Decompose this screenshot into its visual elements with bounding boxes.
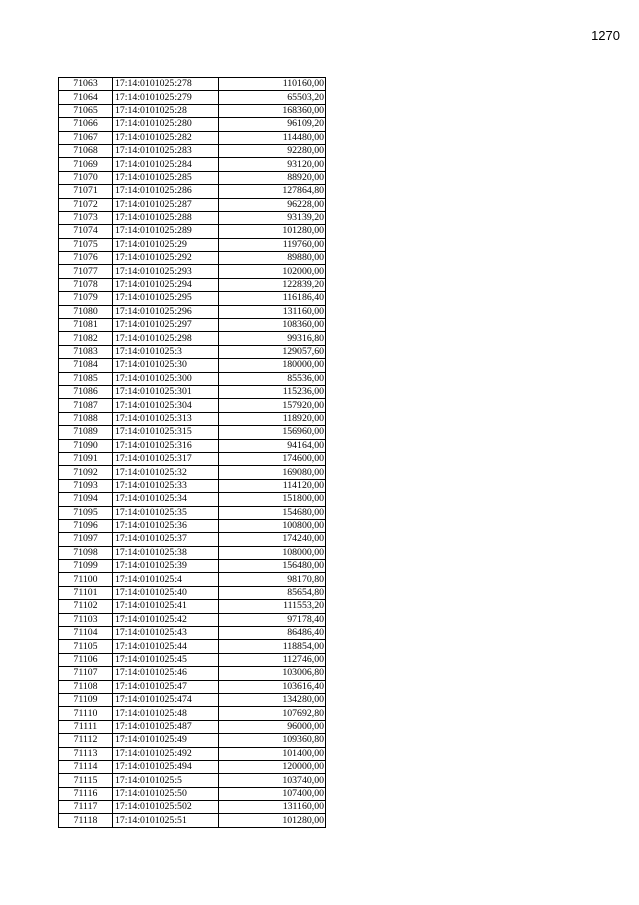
cadastral-number-cell: 17:14:0101025:286 (113, 185, 219, 198)
table-row (59, 439, 326, 452)
row-number-cell: 71087 (59, 399, 113, 412)
value-cell: 174600,00 (219, 452, 326, 465)
row-number-cell: 71118 (59, 814, 113, 827)
row-number-cell: 71113 (59, 747, 113, 760)
row-number-cell: 71072 (59, 198, 113, 211)
table-row (59, 412, 326, 425)
cadastral-number-cell: 17:14:0101025:49 (113, 734, 219, 747)
cadastral-number-cell: 17:14:0101025:282 (113, 131, 219, 144)
table-row (59, 573, 326, 586)
table-row (59, 345, 326, 358)
cadastral-number-cell: 17:14:0101025:30 (113, 359, 219, 372)
cadastral-number-cell: 17:14:0101025:292 (113, 252, 219, 265)
value-cell: 92280,00 (219, 144, 326, 157)
row-number-cell: 71081 (59, 319, 113, 332)
row-number-cell: 71098 (59, 546, 113, 559)
row-number-cell: 71102 (59, 600, 113, 613)
value-cell: 122839,20 (219, 278, 326, 291)
row-number-cell: 71074 (59, 225, 113, 238)
row-number-cell: 71092 (59, 466, 113, 479)
value-cell: 97178,40 (219, 613, 326, 626)
cadastral-number-cell: 17:14:0101025:45 (113, 653, 219, 666)
row-number-cell: 71066 (59, 118, 113, 131)
row-number-cell: 71107 (59, 667, 113, 680)
table-row (59, 278, 326, 291)
table-row (59, 653, 326, 666)
table-row (59, 319, 326, 332)
cadastral-number-cell: 17:14:0101025:36 (113, 519, 219, 532)
table-row (59, 734, 326, 747)
value-cell: 93120,00 (219, 158, 326, 171)
table-row (59, 118, 326, 131)
cadastral-number-cell: 17:14:0101025:494 (113, 760, 219, 773)
cadastral-number-cell: 17:14:0101025:40 (113, 586, 219, 599)
row-number-cell: 71100 (59, 573, 113, 586)
table-row (59, 359, 326, 372)
cadastral-number-cell: 17:14:0101025:5 (113, 774, 219, 787)
value-cell: 110160,00 (219, 78, 326, 91)
value-cell: 88920,00 (219, 171, 326, 184)
row-number-cell: 71090 (59, 439, 113, 452)
cadastral-number-cell: 17:14:0101025:43 (113, 627, 219, 640)
cadastral-number-cell: 17:14:0101025:38 (113, 546, 219, 559)
value-cell: 107692,80 (219, 707, 326, 720)
value-cell: 118920,00 (219, 412, 326, 425)
cadastral-number-cell: 17:14:0101025:4 (113, 573, 219, 586)
value-cell: 102000,00 (219, 265, 326, 278)
value-cell: 115236,00 (219, 385, 326, 398)
table-row (59, 586, 326, 599)
row-number-cell: 71064 (59, 91, 113, 104)
cadastral-number-cell: 17:14:0101025:29 (113, 238, 219, 251)
cadastral-number-cell: 17:14:0101025:474 (113, 693, 219, 706)
row-number-cell: 71094 (59, 493, 113, 506)
row-number-cell: 71106 (59, 653, 113, 666)
row-number-cell: 71088 (59, 412, 113, 425)
cadastral-number-cell: 17:14:0101025:285 (113, 171, 219, 184)
value-cell: 114480,00 (219, 131, 326, 144)
row-number-cell: 71101 (59, 586, 113, 599)
value-cell: 131160,00 (219, 305, 326, 318)
table-row (59, 600, 326, 613)
table-row (59, 506, 326, 519)
value-cell: 101400,00 (219, 747, 326, 760)
table-row (59, 452, 326, 465)
cadastral-value-table (58, 77, 326, 828)
value-cell: 103616,40 (219, 680, 326, 693)
table-row (59, 693, 326, 706)
value-cell: 169080,00 (219, 466, 326, 479)
cadastral-number-cell: 17:14:0101025:33 (113, 479, 219, 492)
value-cell: 180000,00 (219, 359, 326, 372)
row-number-cell: 71063 (59, 78, 113, 91)
value-cell: 89880,00 (219, 252, 326, 265)
value-cell: 116186,40 (219, 292, 326, 305)
cadastral-number-cell: 17:14:0101025:34 (113, 493, 219, 506)
row-number-cell: 71082 (59, 332, 113, 345)
row-number-cell: 71109 (59, 693, 113, 706)
cadastral-number-cell: 17:14:0101025:289 (113, 225, 219, 238)
page-number: 1270 (591, 28, 620, 43)
value-cell: 107400,00 (219, 787, 326, 800)
cadastral-number-cell: 17:14:0101025:44 (113, 640, 219, 653)
value-cell: 108360,00 (219, 319, 326, 332)
cadastral-number-cell: 17:14:0101025:502 (113, 801, 219, 814)
cadastral-number-cell: 17:14:0101025:48 (113, 707, 219, 720)
table-row (59, 171, 326, 184)
value-cell: 96000,00 (219, 720, 326, 733)
cadastral-number-cell: 17:14:0101025:297 (113, 319, 219, 332)
table-row (59, 144, 326, 157)
value-cell: 174240,00 (219, 533, 326, 546)
value-cell: 118854,00 (219, 640, 326, 653)
value-cell: 154680,00 (219, 506, 326, 519)
value-cell: 93139,20 (219, 211, 326, 224)
table-row (59, 479, 326, 492)
table-row (59, 546, 326, 559)
row-number-cell: 71067 (59, 131, 113, 144)
table-row (59, 252, 326, 265)
table-row (59, 519, 326, 532)
row-number-cell: 71097 (59, 533, 113, 546)
row-number-cell: 71089 (59, 426, 113, 439)
table-row (59, 305, 326, 318)
row-number-cell: 71091 (59, 452, 113, 465)
cadastral-number-cell: 17:14:0101025:296 (113, 305, 219, 318)
table-row (59, 640, 326, 653)
table-row (59, 426, 326, 439)
table-row (59, 265, 326, 278)
table-row (59, 104, 326, 117)
row-number-cell: 71115 (59, 774, 113, 787)
table-body (59, 78, 326, 828)
row-number-cell: 71110 (59, 707, 113, 720)
cadastral-number-cell: 17:14:0101025:287 (113, 198, 219, 211)
table-row (59, 680, 326, 693)
row-number-cell: 71103 (59, 613, 113, 626)
row-number-cell: 71076 (59, 252, 113, 265)
value-cell: 168360,00 (219, 104, 326, 117)
cadastral-number-cell: 17:14:0101025:47 (113, 680, 219, 693)
cadastral-number-cell: 17:14:0101025:316 (113, 439, 219, 452)
table-row (59, 211, 326, 224)
value-cell: 101280,00 (219, 225, 326, 238)
row-number-cell: 71084 (59, 359, 113, 372)
row-number-cell: 71080 (59, 305, 113, 318)
table-row (59, 787, 326, 800)
cadastral-number-cell: 17:14:0101025:279 (113, 91, 219, 104)
table-row (59, 627, 326, 640)
cadastral-number-cell: 17:14:0101025:51 (113, 814, 219, 827)
value-cell: 156960,00 (219, 426, 326, 439)
row-number-cell: 71073 (59, 211, 113, 224)
table-row (59, 720, 326, 733)
cadastral-number-cell: 17:14:0101025:39 (113, 560, 219, 573)
value-cell: 131160,00 (219, 801, 326, 814)
value-cell: 86486,40 (219, 627, 326, 640)
table-row (59, 292, 326, 305)
row-number-cell: 71078 (59, 278, 113, 291)
row-number-cell: 71104 (59, 627, 113, 640)
cadastral-number-cell: 17:14:0101025:304 (113, 399, 219, 412)
cadastral-number-cell: 17:14:0101025:42 (113, 613, 219, 626)
table-row (59, 613, 326, 626)
value-cell: 119760,00 (219, 238, 326, 251)
table-row (59, 667, 326, 680)
row-number-cell: 71070 (59, 171, 113, 184)
cadastral-number-cell: 17:14:0101025:295 (113, 292, 219, 305)
value-cell: 98170,80 (219, 573, 326, 586)
value-cell: 94164,00 (219, 439, 326, 452)
cadastral-number-cell: 17:14:0101025:315 (113, 426, 219, 439)
value-cell: 157920,00 (219, 399, 326, 412)
row-number-cell: 71071 (59, 185, 113, 198)
table-row (59, 225, 326, 238)
cadastral-number-cell: 17:14:0101025:283 (113, 144, 219, 157)
cadastral-number-cell: 17:14:0101025:278 (113, 78, 219, 91)
table-row (59, 158, 326, 171)
table-row (59, 560, 326, 573)
cadastral-number-cell: 17:14:0101025:3 (113, 345, 219, 358)
table-row (59, 760, 326, 773)
cadastral-number-cell: 17:14:0101025:50 (113, 787, 219, 800)
cadastral-number-cell: 17:14:0101025:293 (113, 265, 219, 278)
row-number-cell: 71116 (59, 787, 113, 800)
value-cell: 120000,00 (219, 760, 326, 773)
value-cell: 112746,00 (219, 653, 326, 666)
cadastral-number-cell: 17:14:0101025:298 (113, 332, 219, 345)
value-cell: 103006,80 (219, 667, 326, 680)
table-row (59, 372, 326, 385)
cadastral-number-cell: 17:14:0101025:288 (113, 211, 219, 224)
cadastral-number-cell: 17:14:0101025:492 (113, 747, 219, 760)
value-cell: 100800,00 (219, 519, 326, 532)
row-number-cell: 71083 (59, 345, 113, 358)
value-cell: 151800,00 (219, 493, 326, 506)
table-row (59, 493, 326, 506)
row-number-cell: 71105 (59, 640, 113, 653)
table-row (59, 466, 326, 479)
row-number-cell: 71075 (59, 238, 113, 251)
row-number-cell: 71086 (59, 385, 113, 398)
table-row (59, 385, 326, 398)
value-cell: 134280,00 (219, 693, 326, 706)
table-row (59, 399, 326, 412)
row-number-cell: 71065 (59, 104, 113, 117)
cadastral-number-cell: 17:14:0101025:317 (113, 452, 219, 465)
cadastral-number-cell: 17:14:0101025:280 (113, 118, 219, 131)
table-row (59, 185, 326, 198)
table-row (59, 707, 326, 720)
value-cell: 129057,60 (219, 345, 326, 358)
table-row (59, 91, 326, 104)
cadastral-number-cell: 17:14:0101025:37 (113, 533, 219, 546)
cadastral-number-cell: 17:14:0101025:46 (113, 667, 219, 680)
value-cell: 103740,00 (219, 774, 326, 787)
value-cell: 111553,20 (219, 600, 326, 613)
table-row (59, 814, 326, 827)
row-number-cell: 71112 (59, 734, 113, 747)
value-cell: 101280,00 (219, 814, 326, 827)
value-cell: 127864,80 (219, 185, 326, 198)
row-number-cell: 71095 (59, 506, 113, 519)
cadastral-number-cell: 17:14:0101025:41 (113, 600, 219, 613)
cadastral-number-cell: 17:14:0101025:28 (113, 104, 219, 117)
row-number-cell: 71099 (59, 560, 113, 573)
row-number-cell: 71111 (59, 720, 113, 733)
cadastral-number-cell: 17:14:0101025:294 (113, 278, 219, 291)
table-row (59, 747, 326, 760)
cadastral-number-cell: 17:14:0101025:313 (113, 412, 219, 425)
row-number-cell: 71108 (59, 680, 113, 693)
cadastral-number-cell: 17:14:0101025:487 (113, 720, 219, 733)
table-row (59, 801, 326, 814)
value-cell: 85536,00 (219, 372, 326, 385)
cadastral-number-cell: 17:14:0101025:35 (113, 506, 219, 519)
row-number-cell: 71096 (59, 519, 113, 532)
table-row (59, 774, 326, 787)
table-row (59, 238, 326, 251)
row-number-cell: 71117 (59, 801, 113, 814)
value-cell: 65503,20 (219, 91, 326, 104)
value-cell: 96109,20 (219, 118, 326, 131)
table-row (59, 78, 326, 91)
row-number-cell: 71085 (59, 372, 113, 385)
value-cell: 85654,80 (219, 586, 326, 599)
value-cell: 156480,00 (219, 560, 326, 573)
row-number-cell: 71093 (59, 479, 113, 492)
row-number-cell: 71079 (59, 292, 113, 305)
cadastral-number-cell: 17:14:0101025:284 (113, 158, 219, 171)
table-row (59, 198, 326, 211)
table-row (59, 332, 326, 345)
value-cell: 96228,00 (219, 198, 326, 211)
value-cell: 109360,80 (219, 734, 326, 747)
row-number-cell: 71114 (59, 760, 113, 773)
value-cell: 99316,80 (219, 332, 326, 345)
row-number-cell: 71069 (59, 158, 113, 171)
value-cell: 114120,00 (219, 479, 326, 492)
cadastral-number-cell: 17:14:0101025:300 (113, 372, 219, 385)
value-cell: 108000,00 (219, 546, 326, 559)
cadastral-number-cell: 17:14:0101025:32 (113, 466, 219, 479)
cadastral-number-cell: 17:14:0101025:301 (113, 385, 219, 398)
table-row (59, 131, 326, 144)
row-number-cell: 71068 (59, 144, 113, 157)
row-number-cell: 71077 (59, 265, 113, 278)
table-row (59, 533, 326, 546)
